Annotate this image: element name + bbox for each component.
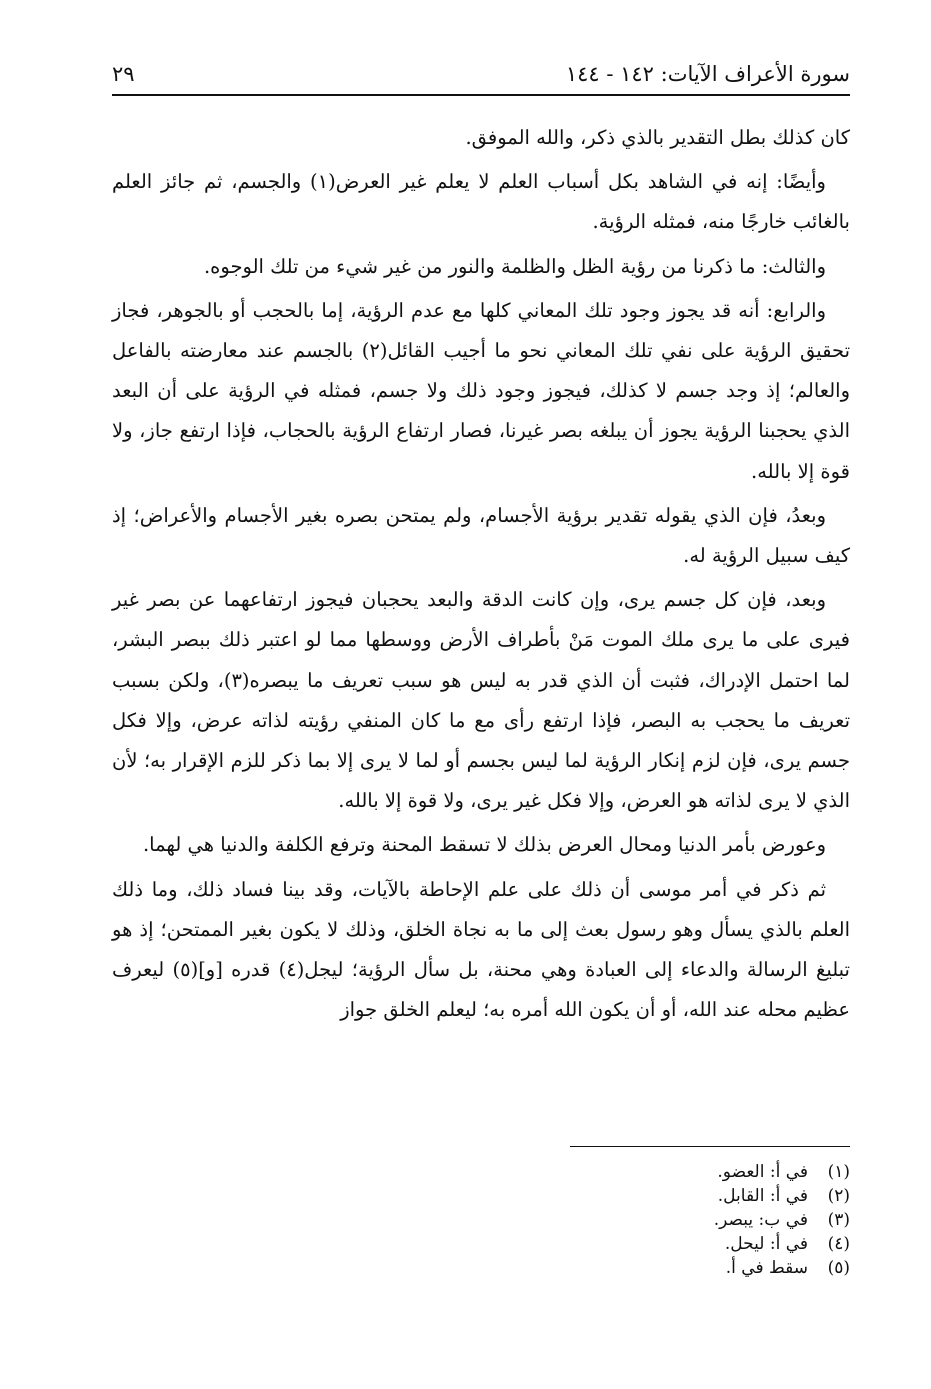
footnote-number: (٢): [827, 1186, 850, 1206]
footnote: [560, 1256, 850, 1280]
footnote-divider: [570, 1146, 850, 1147]
footnote-number: (٥): [827, 1258, 850, 1278]
paragraph: ثم ذكر في أمر موسى أن ذلك على علم الإحاطة بالآيات، وقد بينا فساد ذلك، وما ذلك العلم بالذي يسأل وهو رسول بعث إلى ما به نجاة الخلق، وذلك لا يكون بغير الممتحن؛ إذ هو تبليغ الرسالة والدعاء إلى العبادة وهي محنة، بل سأل الرؤية؛ ليجل(٤) قدره [و](٥) ليعرف عظيم محله عند الله، أو أن يكون الله أمره به؛ ليعلم الخلق جواز: [112, 877, 850, 1022]
footnote-text: في ب: يبصر.: [713, 1210, 808, 1230]
footnote-number: (١): [827, 1162, 850, 1182]
paragraph: وأيضًا: إنه في الشاهد بكل أسباب العلم لا يعلم غير العرض(١) والجسم، ثم جائز العلم بالغائب خارجًا منه، فمثله الرؤية.: [112, 170, 850, 234]
footnote: [560, 1208, 850, 1232]
paragraph: وبعد، فإن كل جسم يرى، وإن كانت الدقة والبعد يحجبان فيجوز ارتفاعهما عن بصر غير فيرى على ما يرى ملك الموت مَنْ بأطراف الأرض ووسطها مما لو اعتبر ذلك ببصر البشر، لما احتمل الإدراك، فثبت أن الذي قدر به ليس هو سبب تعريف ما يبصره(٣)، ولكن بسبب تعريف ما يحجب به البصر، فإذا ارتفع رأى مع ما كان المنفي رؤيته لذاته عرض، وإلا فكل جسم يرى، فإن لزم إنكار الرؤية لما ليس بجسم أو لما لا يرى إلا بما ذكر للزم الإقرار به؛ لأن الذي لا يرى لذاته هو العرض، وإلا فكل غير يرى، ولا قوة إلا بالله.: [112, 588, 850, 813]
paragraph: وبعدُ، فإن الذي يقوله تقدير برؤية الأجسام، ولم يمتحن بصره بغير الأجسام والأعراض؛ إذ كيف سبيل الرؤية له.: [112, 503, 850, 568]
footnote-text: في أ: ليحل.: [724, 1234, 808, 1254]
footnote-text: في أ: العضو.: [717, 1162, 808, 1182]
footnote-number: (٤): [827, 1234, 850, 1254]
paragraph: والثالث: ما ذكرنا من رؤية الظل والظلمة والنور من غير شيء من تلك الوجوه.: [203, 254, 826, 278]
header-divider: [112, 94, 850, 96]
page-header: [112, 56, 850, 92]
paragraph: والرابع: أنه قد يجوز وجود تلك المعاني كلها مع عدم الرؤية، إما بالحجب أو بالجوهر، فجاز تحقيق الرؤية على نفي تلك المعاني نحو ما أجيب القائل(٢) بالجسم عند معارضته بالفاعل والعالم؛ إذ وجد جسم لا كذلك، فيجوز وجود ذلك ولا جسم، فمثله في الرؤية على أن البعد الذي يحجبنا الرؤية يجوز أن يبلغه بصر غيرنا، فصار ارتفاع الرؤية بالحجاب، فإذا ارتفع جاز، ولا قوة إلا بالله.: [112, 298, 850, 483]
footnote: [560, 1160, 850, 1184]
paragraph: وعورض بأمر الدنيا ومحال العرض بذلك لا تسقط المحنة وترفع الكلفة والدنيا هي لهما.: [142, 833, 826, 857]
paragraph: كان كذلك بطل التقدير بالذي ذكر، والله الموفق.: [465, 126, 850, 149]
footnote-text: سقط في أ.: [725, 1258, 808, 1278]
footnote-text: في أ: القابل.: [717, 1186, 808, 1206]
page-number: ٢٩: [112, 62, 135, 86]
footnote: [560, 1232, 850, 1256]
main-text: [112, 118, 850, 1034]
footnote-number: (٣): [827, 1210, 850, 1230]
running-title: سورة الأعراف الآيات: ١٤٢ - ١٤٤: [565, 62, 850, 86]
footnote: [560, 1184, 850, 1208]
footnotes: [560, 1160, 850, 1280]
